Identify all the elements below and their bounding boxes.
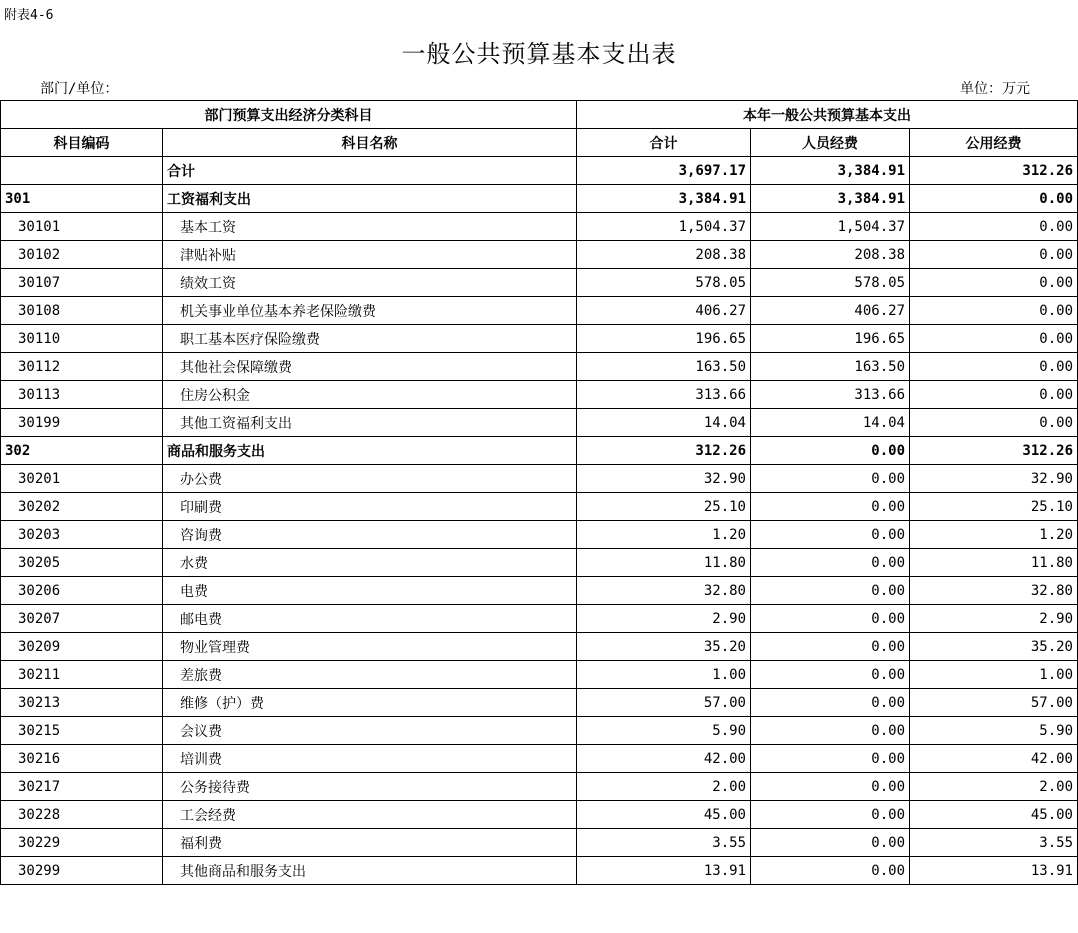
cell-total: 313.66 — [577, 381, 751, 409]
cell-code: 30228 — [1, 801, 163, 829]
cell-code: 30110 — [1, 325, 163, 353]
table-row — [1, 325, 1078, 353]
cell-public: 57.00 — [910, 689, 1078, 717]
table-row — [1, 661, 1078, 689]
table-row — [1, 717, 1078, 745]
col-header-code: 科目编码 — [1, 129, 163, 157]
table-row — [1, 577, 1078, 605]
cell-code: 30209 — [1, 633, 163, 661]
col-header-public: 公用经费 — [910, 129, 1078, 157]
group-header-expenditure: 本年一般公共预算基本支出 — [577, 101, 1078, 129]
cell-total: 1.00 — [577, 661, 751, 689]
cell-public: 11.80 — [910, 549, 1078, 577]
cell-total: 25.10 — [577, 493, 751, 521]
table-row — [1, 549, 1078, 577]
cell-personnel: 1,504.37 — [751, 213, 910, 241]
cell-total: 45.00 — [577, 801, 751, 829]
cell-public: 0.00 — [910, 409, 1078, 437]
cell-name: 邮电费 — [163, 605, 577, 633]
cell-public: 0.00 — [910, 185, 1078, 213]
cell-personnel: 0.00 — [751, 633, 910, 661]
table-row — [1, 269, 1078, 297]
cell-public: 32.90 — [910, 465, 1078, 493]
cell-public: 5.90 — [910, 717, 1078, 745]
cell-public: 2.90 — [910, 605, 1078, 633]
table-row — [1, 773, 1078, 801]
cell-name: 其他社会保障缴费 — [163, 353, 577, 381]
cell-personnel: 0.00 — [751, 549, 910, 577]
cell-code: 30211 — [1, 661, 163, 689]
cell-code: 30107 — [1, 269, 163, 297]
cell-personnel: 0.00 — [751, 745, 910, 773]
cell-total: 42.00 — [577, 745, 751, 773]
cell-name: 其他工资福利支出 — [163, 409, 577, 437]
table-row — [1, 157, 1078, 185]
cell-code: 301 — [1, 185, 163, 213]
cell-personnel: 313.66 — [751, 381, 910, 409]
cell-personnel: 0.00 — [751, 829, 910, 857]
cell-code: 30113 — [1, 381, 163, 409]
cell-public: 25.10 — [910, 493, 1078, 521]
cell-personnel: 163.50 — [751, 353, 910, 381]
cell-name: 物业管理费 — [163, 633, 577, 661]
table-row — [1, 829, 1078, 857]
table-row — [1, 353, 1078, 381]
cell-public: 13.91 — [910, 857, 1078, 885]
cell-name: 住房公积金 — [163, 381, 577, 409]
cell-personnel: 578.05 — [751, 269, 910, 297]
cell-total: 14.04 — [577, 409, 751, 437]
cell-name: 印刷费 — [163, 493, 577, 521]
cell-name: 职工基本医疗保险缴费 — [163, 325, 577, 353]
cell-public: 0.00 — [910, 325, 1078, 353]
cell-name: 福利费 — [163, 829, 577, 857]
cell-name: 办公费 — [163, 465, 577, 493]
cell-code: 302 — [1, 437, 163, 465]
table-row — [1, 745, 1078, 773]
cell-total: 2.00 — [577, 773, 751, 801]
cell-public: 312.26 — [910, 157, 1078, 185]
cell-personnel: 0.00 — [751, 773, 910, 801]
unit-label: 单位：万元 — [960, 81, 1030, 97]
cell-public: 0.00 — [910, 353, 1078, 381]
cell-name: 培训费 — [163, 745, 577, 773]
cell-code: 30205 — [1, 549, 163, 577]
cell-personnel: 208.38 — [751, 241, 910, 269]
cell-public: 0.00 — [910, 381, 1078, 409]
cell-public: 32.80 — [910, 577, 1078, 605]
budget-table — [0, 100, 1078, 885]
table-row — [1, 689, 1078, 717]
cell-personnel: 0.00 — [751, 465, 910, 493]
cell-personnel: 0.00 — [751, 801, 910, 829]
cell-name: 工会经费 — [163, 801, 577, 829]
cell-code: 30108 — [1, 297, 163, 325]
cell-code: 30229 — [1, 829, 163, 857]
department-label: 部门/单位： — [40, 81, 119, 97]
cell-personnel: 0.00 — [751, 605, 910, 633]
cell-code: 30202 — [1, 493, 163, 521]
col-header-personnel: 人员经费 — [751, 129, 910, 157]
cell-code: 30215 — [1, 717, 163, 745]
cell-name: 水费 — [163, 549, 577, 577]
cell-name: 商品和服务支出 — [163, 437, 577, 465]
table-row — [1, 381, 1078, 409]
cell-name: 合计 — [163, 157, 577, 185]
cell-name: 公务接待费 — [163, 773, 577, 801]
cell-name: 基本工资 — [163, 213, 577, 241]
cell-code: 30213 — [1, 689, 163, 717]
table-row — [1, 185, 1078, 213]
cell-public: 3.55 — [910, 829, 1078, 857]
table-row — [1, 605, 1078, 633]
cell-public: 35.20 — [910, 633, 1078, 661]
cell-total: 5.90 — [577, 717, 751, 745]
cell-total: 3,384.91 — [577, 185, 751, 213]
cell-public: 45.00 — [910, 801, 1078, 829]
cell-personnel: 0.00 — [751, 857, 910, 885]
cell-code — [1, 157, 163, 185]
col-header-total: 合计 — [577, 129, 751, 157]
cell-code: 30112 — [1, 353, 163, 381]
cell-total: 163.50 — [577, 353, 751, 381]
cell-personnel: 0.00 — [751, 661, 910, 689]
cell-total: 32.90 — [577, 465, 751, 493]
cell-total: 32.80 — [577, 577, 751, 605]
cell-public: 0.00 — [910, 297, 1078, 325]
cell-personnel: 0.00 — [751, 577, 910, 605]
group-header-classification: 部门预算支出经济分类科目 — [1, 101, 577, 129]
table-row — [1, 465, 1078, 493]
cell-personnel: 14.04 — [751, 409, 910, 437]
cell-personnel: 0.00 — [751, 437, 910, 465]
table-row — [1, 241, 1078, 269]
cell-total: 13.91 — [577, 857, 751, 885]
cell-personnel: 0.00 — [751, 493, 910, 521]
cell-code: 30199 — [1, 409, 163, 437]
cell-personnel: 0.00 — [751, 717, 910, 745]
cell-code: 30201 — [1, 465, 163, 493]
attachment-note: 附表4-6 — [4, 8, 54, 23]
cell-total: 35.20 — [577, 633, 751, 661]
cell-name: 工资福利支出 — [163, 185, 577, 213]
cell-public: 1.00 — [910, 661, 1078, 689]
table-row — [1, 633, 1078, 661]
cell-public: 1.20 — [910, 521, 1078, 549]
cell-name: 绩效工资 — [163, 269, 577, 297]
cell-name: 津贴补贴 — [163, 241, 577, 269]
cell-total: 2.90 — [577, 605, 751, 633]
cell-name: 咨询费 — [163, 521, 577, 549]
cell-code: 30203 — [1, 521, 163, 549]
cell-personnel: 3,384.91 — [751, 185, 910, 213]
cell-total: 57.00 — [577, 689, 751, 717]
cell-name: 维修（护）费 — [163, 689, 577, 717]
cell-code: 30217 — [1, 773, 163, 801]
cell-code: 30102 — [1, 241, 163, 269]
table-row — [1, 521, 1078, 549]
cell-total: 578.05 — [577, 269, 751, 297]
table-row — [1, 213, 1078, 241]
cell-name: 会议费 — [163, 717, 577, 745]
table-row — [1, 857, 1078, 885]
col-header-name: 科目名称 — [163, 129, 577, 157]
cell-total: 3.55 — [577, 829, 751, 857]
cell-total: 196.65 — [577, 325, 751, 353]
cell-code: 30207 — [1, 605, 163, 633]
cell-total: 1,504.37 — [577, 213, 751, 241]
cell-personnel: 0.00 — [751, 689, 910, 717]
cell-public: 42.00 — [910, 745, 1078, 773]
table-row — [1, 409, 1078, 437]
cell-public: 0.00 — [910, 241, 1078, 269]
cell-personnel: 196.65 — [751, 325, 910, 353]
table-row — [1, 493, 1078, 521]
cell-personnel: 406.27 — [751, 297, 910, 325]
cell-code: 30101 — [1, 213, 163, 241]
table-row — [1, 297, 1078, 325]
cell-total: 3,697.17 — [577, 157, 751, 185]
cell-public: 0.00 — [910, 213, 1078, 241]
cell-name: 电费 — [163, 577, 577, 605]
cell-total: 312.26 — [577, 437, 751, 465]
cell-public: 312.26 — [910, 437, 1078, 465]
cell-name: 其他商品和服务支出 — [163, 857, 577, 885]
page-title: 一般公共预算基本支出表 — [401, 40, 677, 68]
cell-code: 30299 — [1, 857, 163, 885]
cell-public: 2.00 — [910, 773, 1078, 801]
cell-code: 30206 — [1, 577, 163, 605]
cell-total: 406.27 — [577, 297, 751, 325]
cell-name: 机关事业单位基本养老保险缴费 — [163, 297, 577, 325]
cell-total: 11.80 — [577, 549, 751, 577]
cell-personnel: 0.00 — [751, 521, 910, 549]
cell-personnel: 3,384.91 — [751, 157, 910, 185]
cell-total: 1.20 — [577, 521, 751, 549]
cell-total: 208.38 — [577, 241, 751, 269]
cell-code: 30216 — [1, 745, 163, 773]
table-row — [1, 437, 1078, 465]
cell-name: 差旅费 — [163, 661, 577, 689]
cell-public: 0.00 — [910, 269, 1078, 297]
table-row — [1, 801, 1078, 829]
